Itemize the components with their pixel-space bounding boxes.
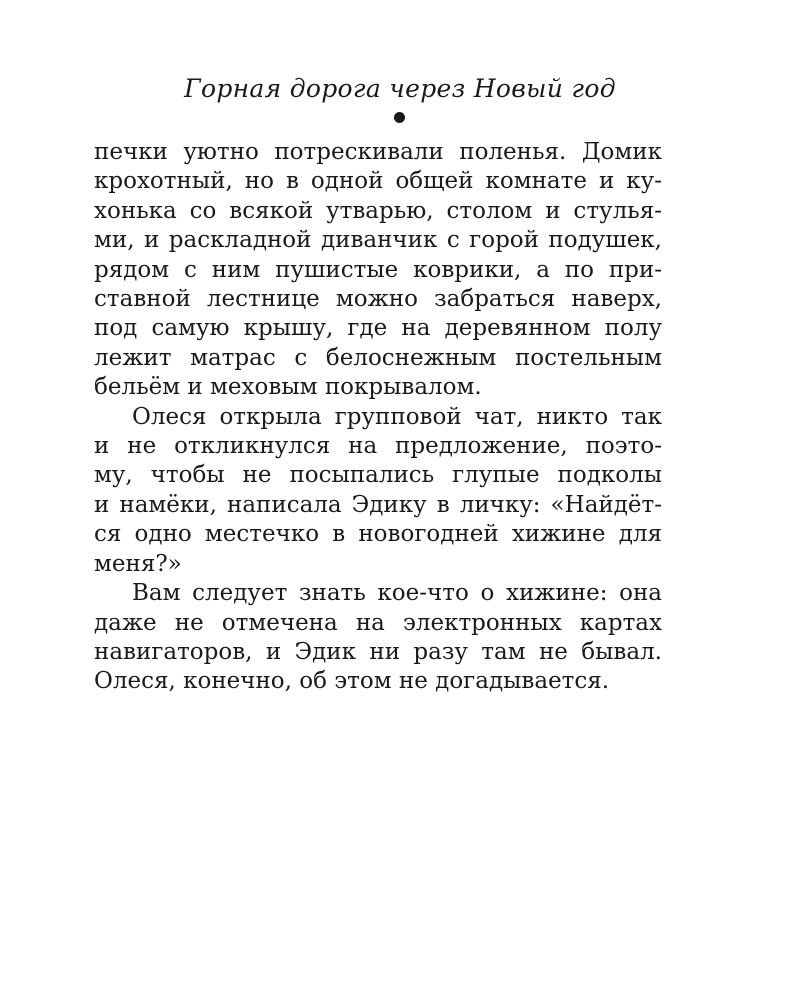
text-line: лежит матрас с белоснежным постельным (94, 344, 662, 371)
text-line: му, чтобы не посыпались глупые подколы (94, 462, 662, 489)
text-line: меня?» (94, 550, 182, 577)
text-line: навигаторов, и Эдик ни разу там не бывал. (94, 638, 662, 665)
text-line: и намёки, написала Эдику в личку: «Найдёт- (94, 491, 662, 518)
text-line: Вам следует знать кое-что о хижине: она (132, 580, 662, 607)
paragraph-3 (94, 579, 662, 697)
text-line: печки уютно потрескивали поленья. Домик (94, 139, 662, 165)
text-line: и не откликнулся на предложение, поэто- (94, 433, 662, 460)
text-line: под самую крышу, где на деревянном полу (94, 315, 662, 342)
paragraph-2 (94, 403, 662, 579)
text-line: рядом с ним пушистые коврики, а по при- (94, 256, 662, 283)
running-header: Горная дорога через Новый год (184, 74, 616, 103)
paragraph-1 (94, 138, 662, 403)
header-bullet-ornament (394, 112, 405, 123)
body-text (94, 138, 662, 697)
text-line: ся одно местечко в новогодней хижине для (94, 521, 662, 548)
text-line: ставной лестнице можно забраться наверх, (94, 286, 662, 313)
text-line: бельём и меховым покрывалом. (94, 374, 482, 401)
text-line: ми, и раскладной диванчик с горой подушек, (94, 227, 662, 254)
text-line: Олеся, конечно, об этом не догадывается. (94, 668, 610, 695)
text-line: крохотный, но в одной общей комнате и ку- (94, 168, 662, 195)
text-line: хонька со всякой утварью, столом и стулья- (94, 197, 662, 224)
text-line: даже не отмечена на электронных картах (94, 609, 662, 636)
text-line: Олеся открыла групповой чат, никто так (132, 403, 662, 430)
